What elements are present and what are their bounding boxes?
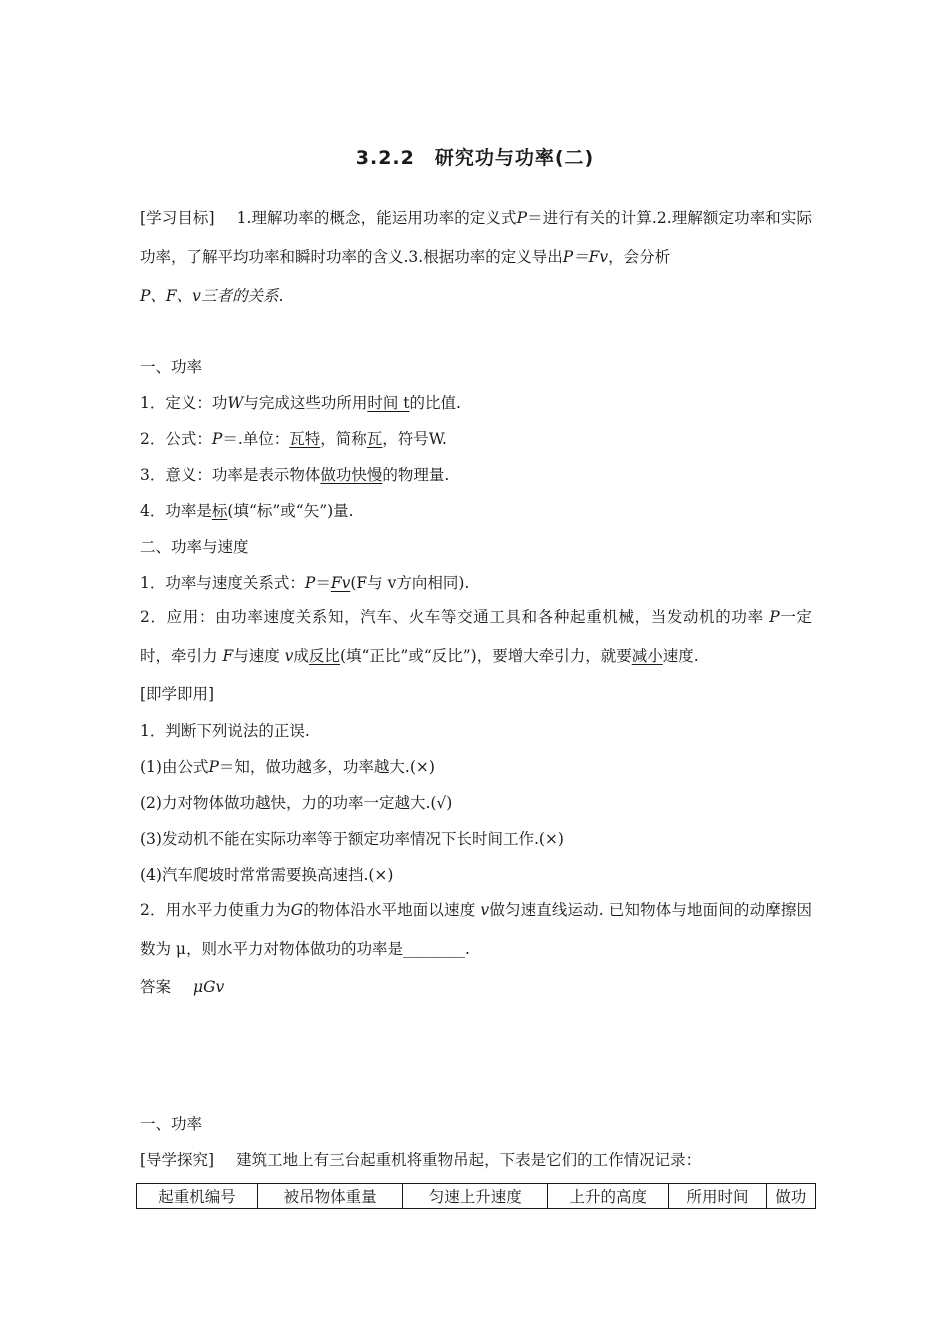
section-1-heading: 一、功率 xyxy=(140,358,203,376)
item-text: 1．定义：功 xyxy=(140,394,228,412)
objectives-tag: [学习目标] xyxy=(140,209,215,227)
objectives-line-3: P、F、v三者的关系. xyxy=(140,287,284,305)
section-2-heading: 二、功率与速度 xyxy=(140,538,249,556)
item-text: 做匀速直线运动. 已知物体与地面间的动摩擦因数为 μ，则水平力对物体做功的功率是________. xyxy=(140,901,812,958)
application-item xyxy=(140,598,812,676)
inquiry-tag: [导学探究] xyxy=(140,1151,215,1169)
underlined-answer: 反比 xyxy=(308,647,340,665)
objectives-formula-1: P xyxy=(516,209,528,227)
table-header-cell: 起重机编号 xyxy=(137,1184,258,1209)
page-title: 3.2.2 研究功与功率(二) xyxy=(355,147,595,169)
item-text: 1．功率与速度关系式： xyxy=(140,574,305,592)
underlined-answer: 减小 xyxy=(631,647,663,665)
item-text: ，符号W. xyxy=(382,430,447,448)
inquiry-text: 建筑工地上有三台起重机将重物吊起，下表是它们的工作情况记录： xyxy=(236,1151,702,1169)
item-text: 2．公式： xyxy=(140,430,212,448)
item-variable: P xyxy=(211,430,223,448)
scalar-item xyxy=(140,501,354,521)
item-text: 2．应用：由功率速度关系知，汽车、火车等交通工具和各种起重机械，当发动机的功率 xyxy=(140,608,770,626)
item-variable: v xyxy=(480,901,490,919)
objectives-formula-2: P＝Fv xyxy=(562,248,609,266)
item-text: 速度. xyxy=(662,647,699,665)
table-header-cell: 匀速上升速度 xyxy=(403,1184,548,1209)
objectives-text-3: ，会分析 xyxy=(608,248,671,266)
item-text: ＝知，做功越多，功率越大.(×) xyxy=(218,758,435,776)
item-text: 与速度 xyxy=(233,647,285,665)
table-header-row xyxy=(137,1184,816,1209)
underlined-answer: 瓦 xyxy=(366,430,383,448)
table-header-cell: 被吊物体重量 xyxy=(258,1184,403,1209)
item-variable: P xyxy=(304,574,316,592)
item-text: 一定时，牵引力 xyxy=(140,608,812,665)
objectives-text-1: 1.理解功率的概念，能运用功率的定义式 xyxy=(236,209,517,227)
crane-records-table xyxy=(136,1183,816,1209)
underlined-answer: 时间 t xyxy=(367,394,410,412)
practice-tag: [即学即用] xyxy=(140,685,215,703)
item-text: 4．功率是 xyxy=(140,502,212,520)
guided-inquiry xyxy=(140,1150,701,1170)
underlined-answer: 做功快慢 xyxy=(320,466,383,484)
item-variable: v xyxy=(284,647,294,665)
item-text: (填“标”或“矢”)量. xyxy=(227,502,354,520)
answer-value: μGv xyxy=(193,978,225,996)
item-variable: P xyxy=(208,758,219,776)
item-variable: P xyxy=(769,608,780,626)
formula-item xyxy=(140,429,447,449)
power-velocity-relation xyxy=(140,573,469,593)
definition-item xyxy=(140,393,461,413)
item-variable: W xyxy=(227,394,244,412)
section-3-heading: 一、功率 xyxy=(140,1115,203,1133)
underlined-answer: Fv xyxy=(330,574,351,592)
item-text: 的物理量. xyxy=(382,466,450,484)
statement-4: (4)汽车爬坡时常常需要换高速挡.(×) xyxy=(140,866,394,884)
item-text: (F与 v方向相同). xyxy=(350,574,470,592)
item-text: 3．意义：功率是表示物体 xyxy=(140,466,321,484)
meaning-item xyxy=(140,465,449,485)
answer xyxy=(140,977,224,997)
item-variable: G xyxy=(290,901,304,919)
item-text: 的比值. xyxy=(409,394,461,412)
table-header-cell: 做功 xyxy=(766,1184,815,1209)
item-text: ＝.单位： xyxy=(222,430,290,448)
item-text: 与完成这些功所用 xyxy=(243,394,368,412)
item-variable: F xyxy=(222,647,234,665)
item-text: 2．用水平力使重力为 xyxy=(140,901,291,919)
item-text: ＝ xyxy=(315,574,331,592)
answer-label: 答案 xyxy=(140,978,172,996)
table-header-cell: 所用时间 xyxy=(669,1184,766,1209)
statement-2: (2)力对物体做功越快，力的功率一定越大.(√) xyxy=(140,794,453,812)
item-text: 成 xyxy=(293,647,309,665)
statement-3: (3)发动机不能在实际功率等于额定功率情况下长时间工作.(×) xyxy=(140,830,564,848)
underlined-answer: 标 xyxy=(211,502,228,520)
objectives-text-2: ＝进行有关的计算.2.理解额定功率和实际功率，了解平均功率和瞬时功率的含义.3.根据功率的定义导出 xyxy=(140,209,812,266)
question-2 xyxy=(140,891,812,969)
statement-1 xyxy=(140,757,435,777)
table-header-cell: 上升的高度 xyxy=(548,1184,669,1209)
question-1: 1．判断下列说法的正误. xyxy=(140,722,310,740)
item-text: (1)由公式 xyxy=(140,758,209,776)
item-text: 的物体沿水平地面以速度 xyxy=(303,901,481,919)
underlined-answer: 瓦特 xyxy=(289,430,321,448)
item-text: ，简称 xyxy=(320,430,367,448)
item-text: (填“正比”或“反比”)，要增大牵引力，就要 xyxy=(339,647,632,665)
learning-objectives xyxy=(140,199,812,316)
